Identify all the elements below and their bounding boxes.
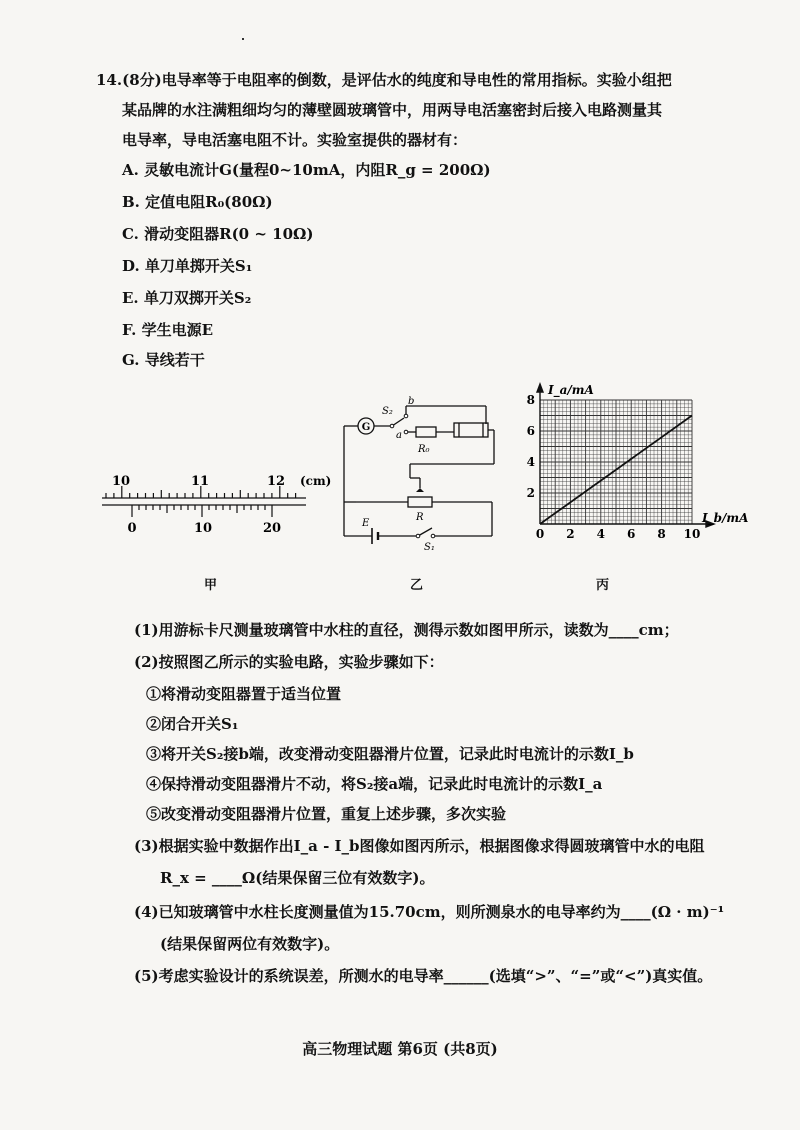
figure-caption-bing: 丙 — [596, 578, 610, 593]
step-5: (5)考虑实验设计的系统误差，所测水的电导率______(选填“>”、“=”或“<”)真实值。 — [134, 967, 713, 985]
main-scale-label-11: 11 — [190, 474, 210, 489]
r0-label: R₀ — [418, 444, 430, 455]
vernier-label-0: 0 — [127, 521, 137, 536]
chart-x-tick-label: 0 — [535, 527, 545, 541]
page-footer: 高三物理试题 第6页 (共8页) — [302, 1040, 498, 1058]
figure-caption-jia: 甲 — [204, 578, 218, 593]
option-c: C. 滑动变阻器R(0 ~ 10Ω) — [122, 225, 314, 243]
substep-3: ③将开关S₂接b端，改变滑动变阻器滑片位置，记录此时电流计的示数I_b — [146, 745, 634, 763]
substep-5: ⑤改变滑动变阻器滑片位置，重复上述步骤，多次实验 — [146, 805, 507, 823]
vernier-label-10: 10 — [193, 521, 213, 536]
s1-switch-blade — [418, 528, 432, 536]
vernier-label-20: 20 — [262, 521, 282, 536]
rheostat-symbol — [408, 497, 432, 507]
vernier-caliper-figure — [96, 468, 336, 538]
step-4-line-2: (结果保留两位有效数字)。 — [160, 935, 340, 953]
chart-y-arrow — [537, 384, 543, 392]
r0-resistor — [416, 427, 436, 437]
question-intro-line-2: 某品牌的水注满粗细均匀的薄壁圆玻璃管中，用两导电活塞密封后接入电路测量其 — [122, 101, 663, 119]
substep-4: ④保持滑动变阻器滑片不动，将S₂接a端，记录此时电流计的示数I_a — [146, 775, 603, 793]
substep-1: ①将滑动变阻器置于适当位置 — [146, 685, 342, 703]
step-3-line-2: R_x = ____Ω(结果保留三位有效数字)。 — [160, 869, 435, 887]
option-a: A. 灵敏电流计G(量程0~10mA，内阻R_g = 200Ω) — [122, 161, 491, 179]
circuit-figure — [336, 392, 506, 552]
galvanometer-label: G — [361, 422, 371, 433]
step-1: (1)用游标卡尺测量玻璃管中水柱的直径，测得示数如图甲所示，读数为____cm； — [134, 621, 679, 639]
stray-dot — [242, 38, 244, 40]
chart-y-tick-label: 2 — [526, 486, 535, 500]
option-f: F. 学生电源E — [122, 321, 214, 339]
s2-label: S₂ — [382, 406, 393, 417]
option-e: E. 单刀双掷开关S₂ — [122, 289, 252, 307]
step-3-line-1: (3)根据实验中数据作出I_a - I_b图像如图丙所示，根据图像求得圆玻璃管中水的电阻 — [134, 837, 705, 855]
step-4-line-1: (4)已知玻璃管中水柱长度测量值为15.70cm，则所测泉水的电导率约为____(Ω · m)⁻¹ — [134, 903, 725, 921]
main-scale-label-12: 12 — [266, 474, 286, 489]
chart-x-tick-label: 4 — [596, 527, 605, 541]
terminal-a-label: a — [396, 430, 402, 441]
rheostat-slider — [416, 488, 424, 492]
figure-caption-yi: 乙 — [410, 578, 424, 593]
terminal-b-label: b — [408, 396, 415, 407]
main-scale-label-10: 10 — [111, 474, 131, 489]
option-g: G. 导线若干 — [122, 351, 205, 369]
s1-label: S₁ — [424, 542, 435, 552]
step-2: (2)按照图乙所示的实验电路，实验步骤如下： — [134, 653, 444, 671]
option-b: B. 定值电阻R₀(80Ω) — [122, 193, 273, 211]
chart-x-tick-label: 8 — [657, 527, 666, 541]
substep-2: ②闭合开关S₁ — [146, 715, 239, 733]
ia-ib-chart — [512, 380, 752, 560]
battery-label: E — [362, 518, 370, 529]
chart-y-tick-label: 6 — [526, 424, 535, 438]
chart-x-tick-label: 2 — [566, 527, 575, 541]
chart-y-axis-label: I_a/mA — [548, 383, 594, 397]
question-intro-line-1: 14.(8分)电导率等于电阻率的倒数，是评估水的纯度和导电性的常用指标。实验小组把 — [96, 71, 672, 89]
caliper-unit-label: (cm) — [300, 474, 332, 488]
chart-x-tick-label: 6 — [627, 527, 636, 541]
chart-x-axis-label: I_b/mA — [702, 511, 749, 525]
chart-x-tick-label: 10 — [683, 527, 701, 541]
option-d: D. 单刀单掷开关S₁ — [122, 257, 253, 275]
chart-y-tick-label: 8 — [526, 393, 535, 407]
chart-y-tick-label: 4 — [526, 455, 535, 469]
question-intro-line-3: 电导率，导电活塞电阻不计。实验室提供的器材有： — [122, 131, 468, 149]
rheostat-label: R — [416, 512, 424, 523]
